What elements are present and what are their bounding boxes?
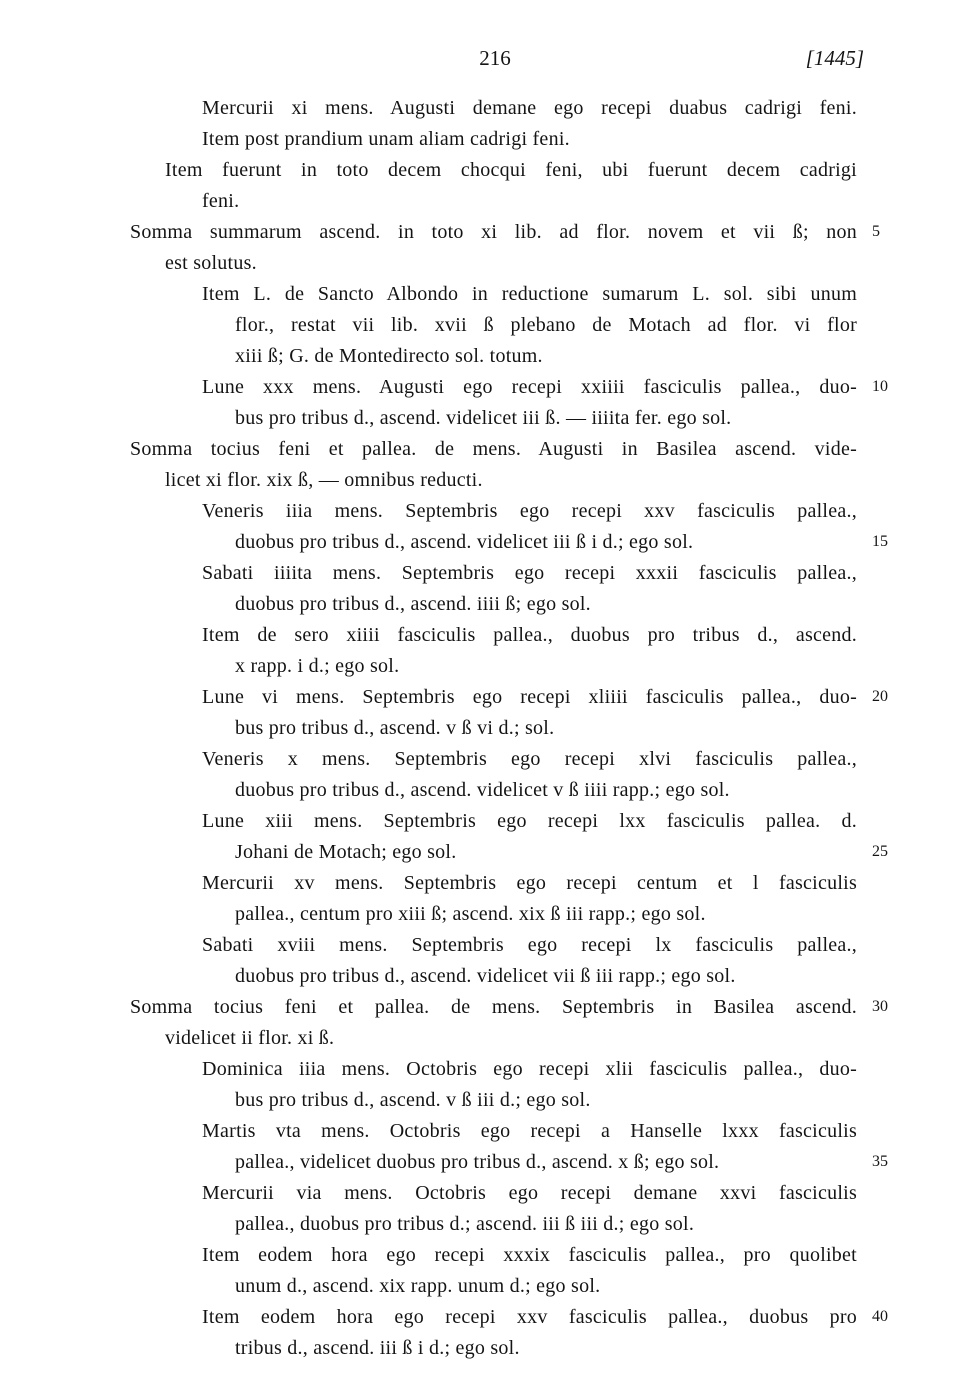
text-line: licet xi flor. xix ß, — omnibus reducti.	[165, 469, 483, 491]
text-line: bus pro tribus d., ascend. videlicet iii ß. — iiiita fer. ego sol.	[235, 407, 732, 429]
text-line: bus pro tribus d., ascend. v ß vi d.; sol.	[235, 717, 555, 739]
text-line: Mercurii xv mens. Septembris ego recepi centum et l fasciculis	[202, 872, 857, 894]
text-line: Item de sero xiiii fasciculis pallea., duobus pro tribus d., ascend.	[202, 624, 857, 646]
text-line: Item eodem hora ego recepi xxv fasciculis pallea., duobus pro	[202, 1306, 857, 1328]
text-line: pallea., centum pro xiii ß; ascend. xix ß iii rapp.; ego sol.	[235, 903, 706, 925]
text-line: Somma summarum ascend. in toto xi lib. ad flor. novem et vii ß; non	[130, 221, 857, 243]
text-line: pallea., videlicet duobus pro tribus d., ascend. x ß; ego sol.	[235, 1151, 720, 1173]
text-line: Sabati xviii mens. Septembris ego recepi lx fasciculis pallea.,	[202, 934, 857, 956]
text-line: videlicet ii flor. xi ß.	[165, 1027, 335, 1049]
text-line: Mercurii via mens. Octobris ego recepi demane xxvi fasciculis	[202, 1182, 857, 1204]
text-line: x rapp. i d.; ego sol.	[235, 655, 400, 677]
text-line: Sabati iiiita mens. Septembris ego recepi xxxii fasciculis pallea.,	[202, 562, 857, 584]
text-line: duobus pro tribus d., ascend. videlicet vii ß iii rapp.; ego sol.	[235, 965, 736, 987]
text-line: Veneris iiia mens. Septembris ego recepi xxv fasciculis pallea.,	[202, 500, 857, 522]
text-line: est solutus.	[165, 252, 257, 274]
text-line: bus pro tribus d., ascend. v ß iii d.; ego sol.	[235, 1089, 591, 1111]
text-line: xiii ß; G. de Montedirecto sol. totum.	[235, 345, 543, 367]
line-number: 20	[872, 688, 888, 705]
text-line: Item post prandium unam aliam cadrigi feni.	[202, 128, 570, 150]
text-line: feni.	[202, 190, 240, 212]
line-number: 10	[872, 378, 888, 395]
text-line: flor., restat vii lib. xvii ß plebano de Motach ad flor. vi flor	[235, 314, 857, 336]
text-line: Somma tocius feni et pallea. de mens. Augusti in Basilea ascend. vide-	[130, 438, 857, 460]
page-number: 216	[479, 46, 511, 70]
text-line: Johani de Motach; ego sol.	[235, 841, 457, 863]
text-line: duobus pro tribus d., ascend. iiii ß; ego sol.	[235, 593, 591, 615]
text-line: Lune xiii mens. Septembris ego recepi lxx fasciculis pallea. d.	[202, 810, 857, 832]
text-line: Somma tocius feni et pallea. de mens. Septembris in Basilea ascend.	[130, 996, 857, 1018]
text-line: unum d., ascend. xix rapp. unum d.; ego sol.	[235, 1275, 601, 1297]
line-number: 5	[872, 223, 880, 240]
text-line: duobus pro tribus d., ascend. videlicet v ß iiii rapp.; ego sol.	[235, 779, 730, 801]
text-line: Lune xxx mens. Augusti ego recepi xxiiii fasciculis pallea., duo-	[202, 376, 857, 398]
text-line: Dominica iiia mens. Octobris ego recepi xlii fasciculis pallea., duo-	[202, 1058, 857, 1080]
line-number: 15	[872, 533, 888, 550]
text-line: Item L. de Sancto Albondo in reductione sumarum L. sol. sibi unum	[202, 283, 857, 305]
text-line: Item fuerunt in toto decem chocqui feni, ubi fuerunt decem cadrigi	[165, 159, 857, 181]
text-line: Mercurii xi mens. Augusti demane ego recepi duabus cadrigi feni.	[202, 97, 857, 119]
line-number: 40	[872, 1308, 888, 1325]
line-number: 30	[872, 998, 888, 1015]
document-year: [1445]	[805, 46, 864, 70]
text-line: pallea., duobus pro tribus d.; ascend. iii ß iii d.; ego sol.	[235, 1213, 695, 1235]
page-header	[0, 46, 960, 76]
text-line: Item eodem hora ego recepi xxxix fasciculis pallea., pro quolibet	[202, 1244, 857, 1266]
text-line: Martis vta mens. Octobris ego recepi a Hanselle lxxx fasciculis	[202, 1120, 857, 1142]
text-line: duobus pro tribus d., ascend. videlicet iii ß i d.; ego sol.	[235, 531, 694, 553]
text-line: Lune vi mens. Septembris ego recepi xliiii fasciculis pallea., duo-	[202, 686, 857, 708]
text-line: Veneris x mens. Septembris ego recepi xlvi fasciculis pallea.,	[202, 748, 857, 770]
line-number: 35	[872, 1153, 888, 1170]
text-line: tribus d., ascend. iii ß i d.; ego sol.	[235, 1337, 520, 1359]
line-number: 25	[872, 843, 888, 860]
